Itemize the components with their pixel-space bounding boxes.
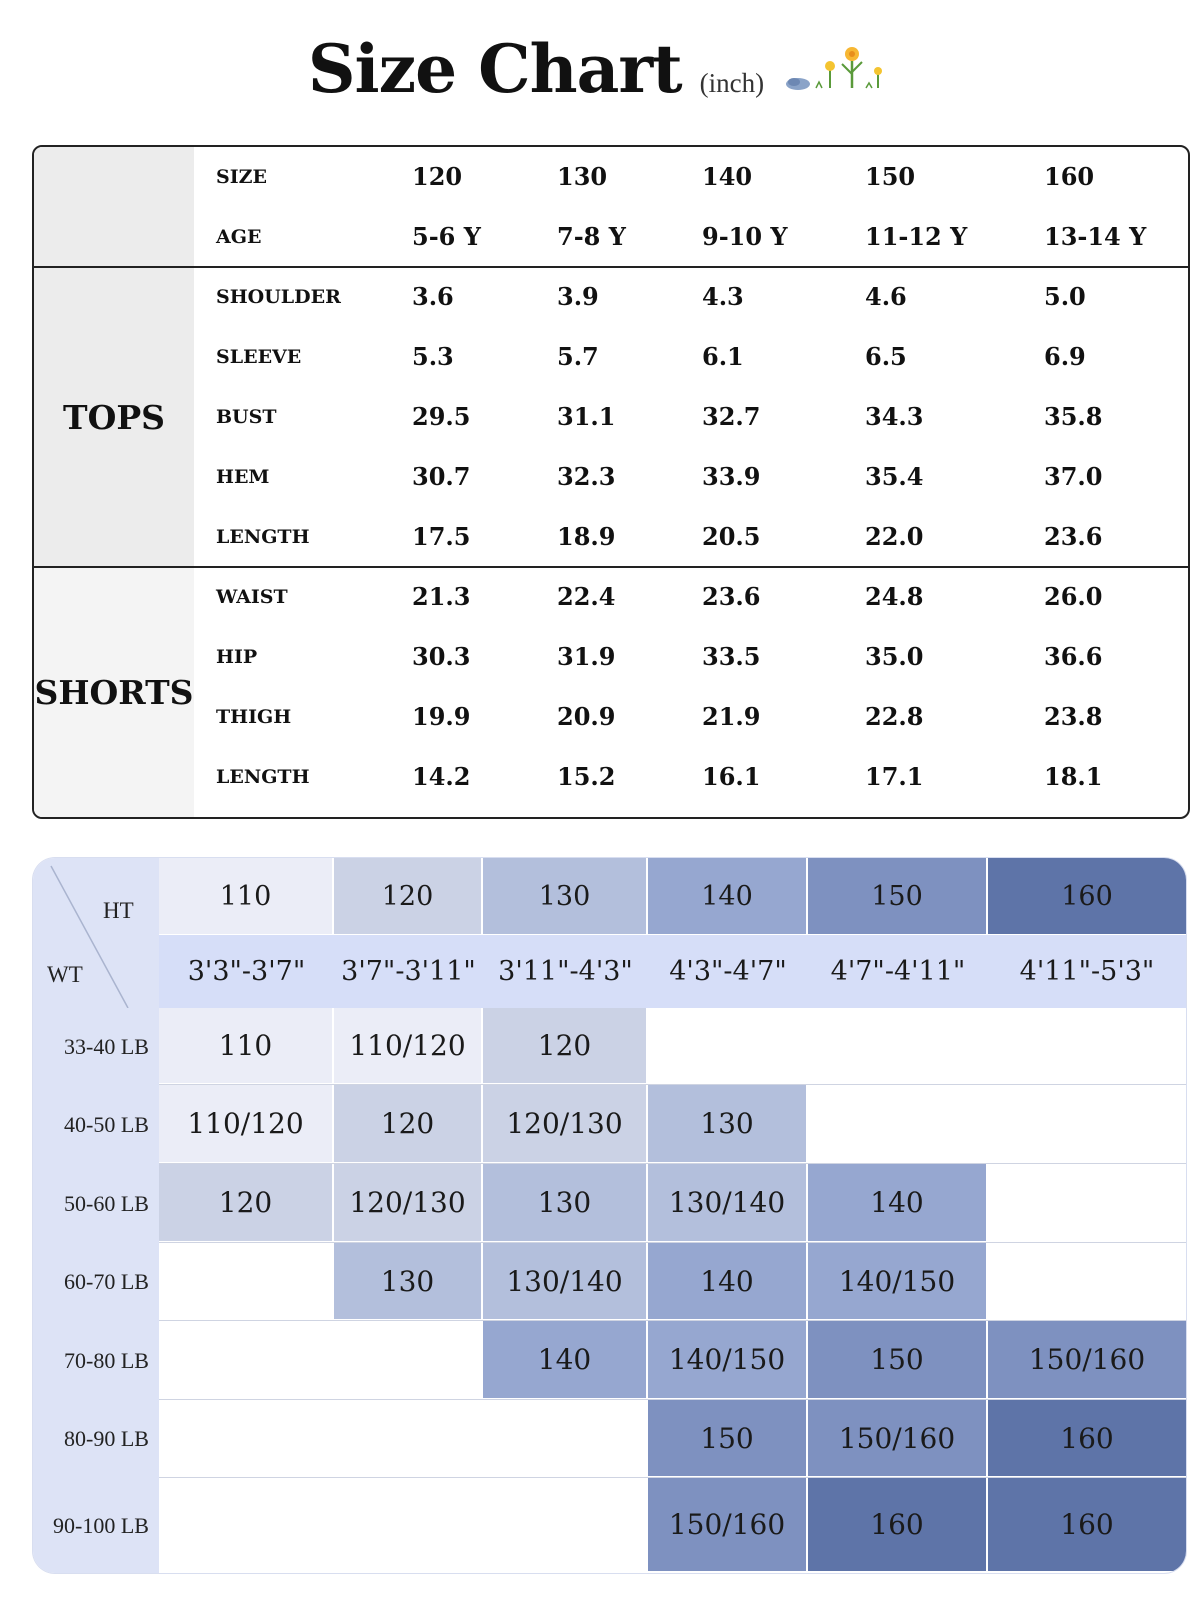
height-inch-cell: 3'11"-4'3" <box>498 956 633 987</box>
weight-label-cell: 33-40 LB <box>64 1033 149 1059</box>
page-header <box>0 30 1200 130</box>
page-title: Size Chart <box>307 30 682 108</box>
size-value-cell: 31.1 <box>557 402 616 431</box>
weight-label-cell: 60-70 LB <box>64 1269 149 1294</box>
size-value-cell: 17.5 <box>412 522 471 551</box>
size-value-cell: 29.5 <box>412 402 471 431</box>
size-value-cell: 22.0 <box>865 522 924 551</box>
fit-size-cell: 110/120 <box>159 1085 332 1162</box>
row-label: HEM <box>216 466 270 488</box>
size-value-cell: 6.1 <box>702 342 744 371</box>
height-header-cell: 110 <box>159 858 332 934</box>
size-value-cell: 37.0 <box>1044 462 1103 491</box>
row-label: LENGTH <box>216 526 310 548</box>
size-value-cell: 9-10 Y <box>702 222 788 251</box>
tops-row-sleeve <box>34 327 1188 387</box>
height-inch-cell: 4'3"-4'7" <box>669 956 787 987</box>
flowers-icon <box>782 44 892 92</box>
fit-size-cell: 150/160 <box>808 1400 986 1476</box>
size-value-cell: 23.6 <box>1044 522 1103 551</box>
shorts-row-length <box>34 747 1188 807</box>
fit-size-cell: 130/140 <box>483 1243 646 1319</box>
height-inch-cell: 3'7"-3'11" <box>341 956 476 987</box>
size-value-cell: 34.3 <box>865 402 924 431</box>
fit-size-cell: 140 <box>483 1321 646 1398</box>
size-value-cell: 6.9 <box>1044 342 1086 371</box>
height-header-cell: 150 <box>808 858 986 934</box>
row-label: SLEEVE <box>216 346 302 368</box>
size-value-cell: 18.1 <box>1044 762 1103 791</box>
fit-size-cell: 120 <box>334 1085 481 1162</box>
fit-size-cell: 130/140 <box>648 1164 806 1241</box>
size-value-cell: 31.9 <box>557 642 616 671</box>
fit-size-cell: 140/150 <box>808 1243 986 1319</box>
weight-label-cell: 40-50 LB <box>64 1111 149 1137</box>
size-value-cell: 17.1 <box>865 762 924 791</box>
size-value-cell: 24.8 <box>865 582 924 611</box>
size-value-cell: 13-14 Y <box>1044 222 1147 251</box>
size-value-cell: 36.6 <box>1044 642 1103 671</box>
size-value-cell: 32.7 <box>702 402 761 431</box>
size-value-cell: 22.4 <box>557 582 616 611</box>
fit-size-cell: 120/130 <box>334 1164 481 1241</box>
wt-axis-label: WT <box>47 962 83 987</box>
size-value-cell: 5.7 <box>557 342 599 371</box>
grid-corner-cell <box>33 858 159 1008</box>
fit-size-cell: 150/160 <box>988 1321 1186 1398</box>
header-row-size <box>34 147 1188 207</box>
size-value-cell: 30.3 <box>412 642 471 671</box>
height-inch-cell: 4'11"-5'3" <box>1019 956 1155 987</box>
height-header-cell: 140 <box>648 858 806 934</box>
row-label: SHOULDER <box>216 286 341 308</box>
size-value-cell: 21.3 <box>412 582 471 611</box>
size-measurement-table <box>32 145 1190 819</box>
size-value-cell: 150 <box>865 162 916 191</box>
size-value-cell: 22.8 <box>865 702 924 731</box>
size-value-cell: 35.4 <box>865 462 924 491</box>
shorts-row-thigh <box>34 687 1188 747</box>
tops-row-hem <box>34 447 1188 507</box>
fit-size-cell: 110/120 <box>334 1008 481 1083</box>
row-label: WAIST <box>216 586 288 608</box>
height-inch-cell: 3'3"-3'7" <box>187 956 306 987</box>
fit-size-cell: 140/150 <box>648 1321 806 1398</box>
height-weight-fit-grid <box>33 858 1186 1573</box>
row-label: AGE <box>216 226 262 248</box>
size-value-cell: 32.3 <box>557 462 616 491</box>
size-value-cell: 26.0 <box>1044 582 1103 611</box>
size-value-cell: 120 <box>412 162 463 191</box>
size-value-cell: 35.0 <box>865 642 924 671</box>
size-value-cell: 14.2 <box>412 762 471 791</box>
fit-size-cell: 130 <box>334 1243 481 1319</box>
fit-size-cell: 160 <box>988 1400 1186 1476</box>
size-value-cell: 23.8 <box>1044 702 1103 731</box>
height-inch-cell: 4'7"-4'11" <box>830 956 966 987</box>
size-value-cell: 4.3 <box>702 282 744 311</box>
size-value-cell: 20.5 <box>702 522 761 551</box>
row-label: HIP <box>216 646 258 668</box>
unit-label: (inch) <box>699 68 765 98</box>
size-value-cell: 30.7 <box>412 462 471 491</box>
size-value-cell: 6.5 <box>865 342 907 371</box>
height-header-cell: 120 <box>334 858 481 934</box>
weight-label-cell: 80-90 LB <box>64 1426 149 1451</box>
row-label: THIGH <box>216 706 292 728</box>
height-header-cell: 130 <box>483 858 646 934</box>
size-value-cell: 33.9 <box>702 462 761 491</box>
tops-row-length <box>34 507 1188 567</box>
fit-size-cell: 110 <box>159 1008 332 1083</box>
size-value-cell: 3.9 <box>557 282 599 311</box>
row-label: LENGTH <box>216 766 310 788</box>
weight-label-cell: 50-60 LB <box>64 1190 149 1216</box>
size-value-cell: 19.9 <box>412 702 471 731</box>
size-value-cell: 5.3 <box>412 342 454 371</box>
size-value-cell: 16.1 <box>702 762 761 791</box>
size-value-cell: 7-8 Y <box>557 222 626 251</box>
fit-size-cell: 120 <box>483 1008 646 1083</box>
size-value-cell: 21.9 <box>702 702 761 731</box>
shorts-row-waist <box>34 567 1188 627</box>
size-value-cell: 4.6 <box>865 282 907 311</box>
size-value-cell: 15.2 <box>557 762 616 791</box>
size-value-cell: 33.5 <box>702 642 761 671</box>
fit-size-cell: 140 <box>808 1164 986 1241</box>
size-value-cell: 20.9 <box>557 702 616 731</box>
fit-size-cell: 150/160 <box>648 1478 806 1571</box>
size-value-cell: 5.0 <box>1044 282 1086 311</box>
ht-axis-label: HT <box>103 898 134 923</box>
fit-size-cell: 150 <box>808 1321 986 1398</box>
tops-section-label: TOPS <box>34 267 194 567</box>
fit-size-cell: 130 <box>648 1085 806 1162</box>
fit-size-cell: 130 <box>483 1164 646 1241</box>
tops-row-shoulder <box>34 267 1188 327</box>
fit-size-cell: 160 <box>808 1478 986 1571</box>
shorts-row-hip <box>34 627 1188 687</box>
size-value-cell: 18.9 <box>557 522 616 551</box>
row-label: SIZE <box>216 166 267 188</box>
size-value-cell: 23.6 <box>702 582 761 611</box>
size-value-cell: 5-6 Y <box>412 222 481 251</box>
weight-label-cell: 70-80 LB <box>64 1347 149 1373</box>
shorts-section-label: SHORTS <box>34 567 194 817</box>
size-value-cell: 140 <box>702 162 753 191</box>
tops-row-bust <box>34 387 1188 447</box>
fit-size-cell: 160 <box>988 1478 1186 1571</box>
fit-size-cell: 150 <box>648 1400 806 1476</box>
size-value-cell: 11-12 Y <box>865 222 968 251</box>
size-value-cell: 160 <box>1044 162 1095 191</box>
size-value-cell: 130 <box>557 162 608 191</box>
weight-label-cell: 90-100 LB <box>53 1512 149 1538</box>
height-header-cell: 160 <box>988 858 1186 934</box>
header-row-age <box>34 207 1188 267</box>
size-value-cell: 3.6 <box>412 282 454 311</box>
fit-size-cell: 120/130 <box>483 1085 646 1162</box>
size-value-cell: 35.8 <box>1044 402 1103 431</box>
row-label: BUST <box>216 406 277 428</box>
fit-size-cell: 140 <box>648 1243 806 1319</box>
fit-size-cell: 120 <box>159 1164 332 1241</box>
